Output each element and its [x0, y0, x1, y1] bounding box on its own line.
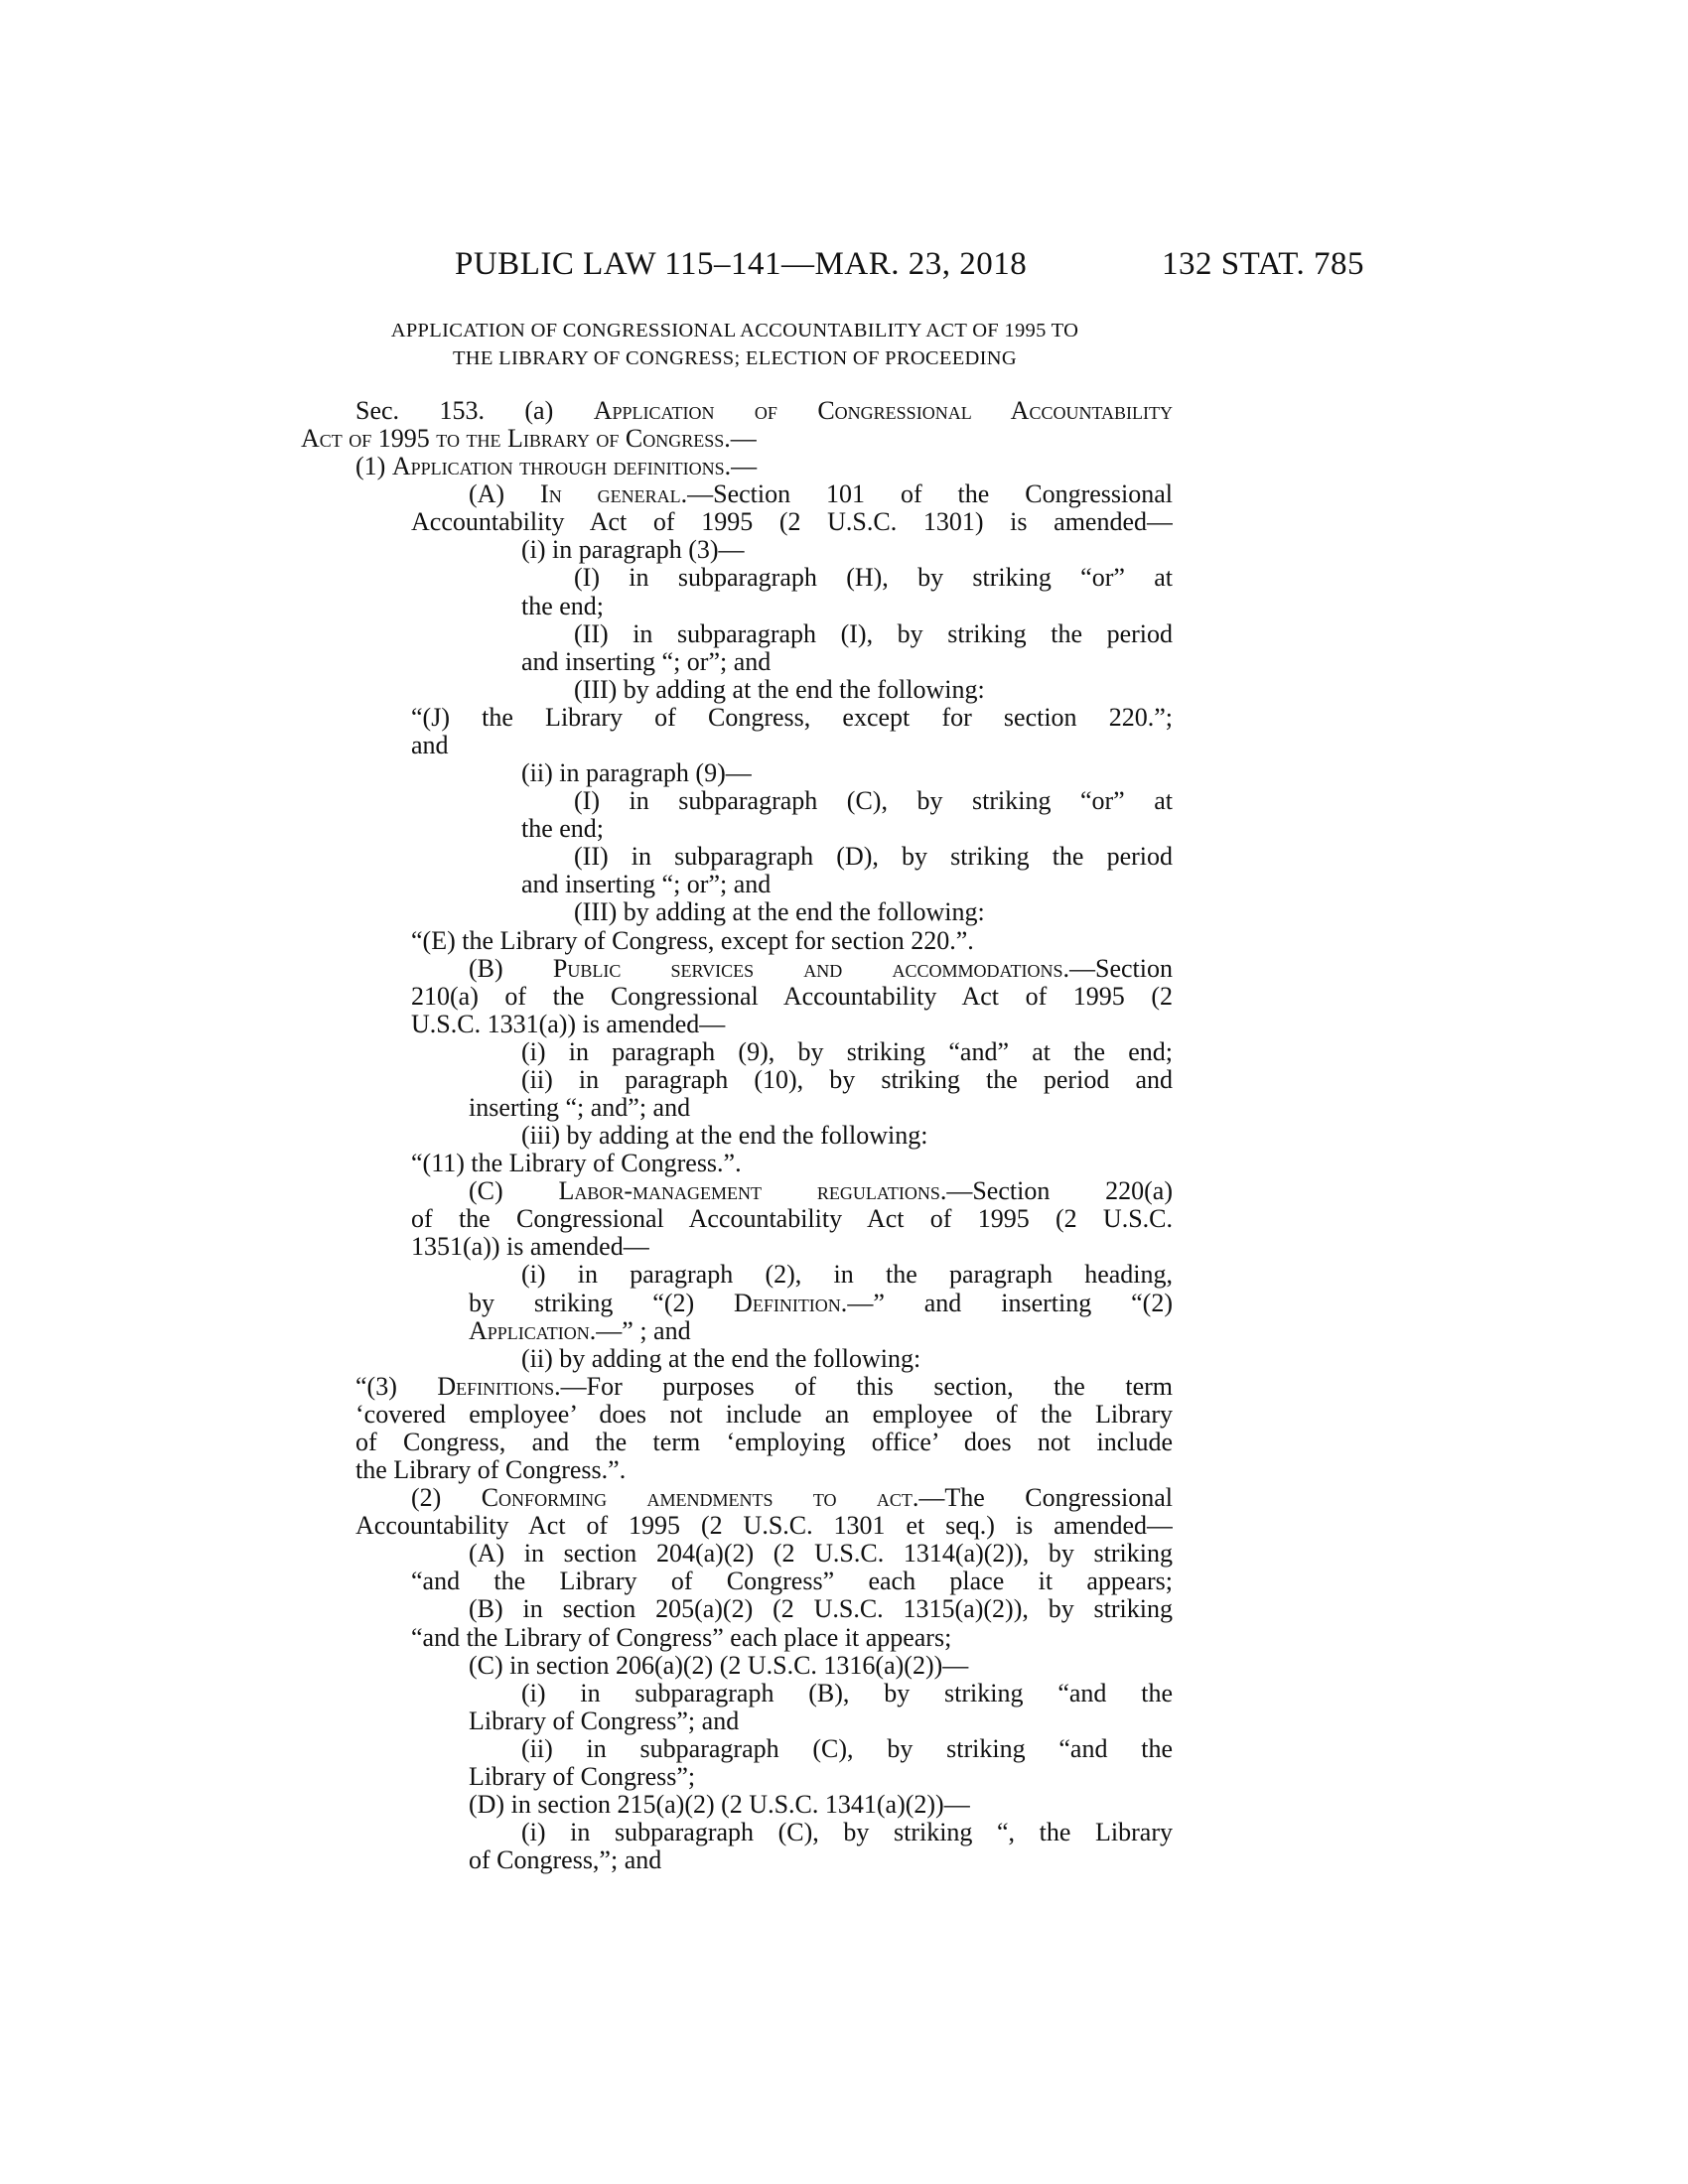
line-text: (II) in subparagraph (I), by striking the period	[574, 619, 1173, 648]
line-text: of the Congressional Accountability Act of 1995 (2 U.S.C.	[411, 1205, 1173, 1234]
small-caps-heading-text: Public services and accommodations.	[552, 954, 1069, 983]
statute-line	[469, 480, 1173, 508]
statute-line	[521, 536, 1173, 564]
statute-line	[411, 927, 1173, 955]
small-caps-heading-text: Application of Congressional Accountability	[593, 397, 1173, 425]
line-text: 1351(a)) is amended—	[411, 1232, 649, 1262]
line-text: (I) in subparagraph (C), by striking “or” at	[574, 787, 1173, 816]
small-caps-heading-text: In general.	[540, 480, 688, 509]
running-header-title: PUBLIC LAW 115–141—MAR. 23, 2018	[455, 246, 1028, 282]
line-text: (D) in section 215(a)(2) (2 U.S.C. 1341(a)(2))—	[469, 1790, 970, 1819]
line-text: (i) in paragraph (2), in the paragraph heading,	[521, 1261, 1173, 1290]
line-text: —Section	[1069, 954, 1173, 983]
statute-line	[355, 453, 1173, 480]
line-text: “(3)	[355, 1372, 438, 1401]
statute-line	[469, 1652, 1173, 1680]
statute-line	[521, 759, 1173, 787]
line-text: —Section 101 of the Congressional	[687, 480, 1173, 509]
statute-line	[521, 1038, 1173, 1066]
line-text: ‘covered employee’ does not include an employee of the Library	[355, 1400, 1173, 1429]
line-text: (1)	[355, 452, 392, 481]
statute-line	[574, 787, 1173, 815]
statute-line	[521, 1819, 1173, 1846]
statute-line	[411, 1233, 1173, 1261]
line-text: (II) in subparagraph (D), by striking the period	[574, 843, 1173, 872]
section-heading-line: APPLICATION OF CONGRESSIONAL ACCOUNTABILITY ACT OF 1995 TO	[390, 320, 1079, 341]
section-heading-line: THE LIBRARY OF CONGRESS; ELECTION OF PROCEEDING	[452, 347, 1017, 369]
small-caps-heading-text: Labor-management regulations.	[558, 1177, 947, 1206]
small-caps-heading-text: Act of 1995 to the Library of Congress.—	[301, 424, 757, 454]
statute-line	[411, 1205, 1173, 1233]
statute-line	[411, 704, 1173, 732]
statute-line	[521, 871, 1173, 898]
small-caps-heading-text: Definition.	[734, 1289, 848, 1317]
statute-line	[521, 648, 1173, 676]
statute-line	[411, 508, 1173, 536]
line-text: (B)	[469, 954, 553, 983]
small-caps-heading-text: Application through definitions.—	[391, 452, 758, 481]
statute-line	[521, 1066, 1173, 1094]
line-text: (ii) in paragraph (10), by striking the period and	[521, 1065, 1173, 1094]
line-text: (C) in section 206(a)(2) (2 U.S.C. 1316(a)(2))—	[469, 1650, 969, 1680]
statute-line	[355, 1401, 1173, 1429]
line-text: 210(a) of the Congressional Accountability Act of 1995 (2	[411, 982, 1173, 1011]
statute-line	[469, 1177, 1173, 1205]
line-text: by striking “(2)	[469, 1289, 735, 1317]
line-text: (III) by adding at the end the following:	[574, 674, 985, 704]
statute-line	[521, 1122, 1173, 1150]
statute-line	[521, 1680, 1173, 1707]
line-text: (ii) in subparagraph (C), by striking “and the	[521, 1734, 1173, 1763]
statute-line	[355, 397, 1173, 425]
statute-line	[469, 955, 1173, 983]
line-text: (i) in subparagraph (C), by striking “, the Library	[521, 1819, 1173, 1847]
line-text: —For purposes of this section, the term	[560, 1372, 1173, 1401]
statute-line	[469, 1763, 1173, 1791]
line-text: Library of Congress”; and	[469, 1706, 740, 1735]
line-text: (A) in section 204(a)(2) (2 U.S.C. 1314(a)(2)), by striking	[469, 1540, 1173, 1569]
statute-line	[574, 843, 1173, 871]
small-caps-heading-text: Conforming amendments to act.	[481, 1484, 919, 1513]
line-text: the end;	[521, 591, 605, 620]
statute-line	[469, 1846, 1173, 1874]
line-text: (2)	[411, 1484, 482, 1513]
statute-line	[411, 1484, 1173, 1512]
statute-line	[521, 1261, 1173, 1289]
statute-line	[301, 425, 1173, 453]
line-text: (III) by adding at the end the following:	[574, 897, 985, 927]
statute-line	[469, 1540, 1173, 1568]
line-text: “(J) the Library of Congress, except for section 220.”;	[411, 703, 1173, 732]
line-text: —” and inserting “(2)	[847, 1289, 1173, 1317]
line-text: (I) in subparagraph (H), by striking “or” at	[574, 564, 1173, 593]
statute-line	[521, 1345, 1173, 1373]
statute-line	[355, 1373, 1173, 1401]
statute-line	[469, 1290, 1173, 1317]
statute-line	[469, 1707, 1173, 1735]
statute-line	[355, 1456, 1173, 1484]
line-text: Accountability Act of 1995 (2 U.S.C. 1301 et seq.) is amended—	[355, 1512, 1173, 1541]
statute-line	[521, 1735, 1173, 1763]
line-text: “(E) the Library of Congress, except for section 220.”.	[411, 925, 974, 955]
statute-line	[355, 1429, 1173, 1456]
line-text: Accountability Act of 1995 (2 U.S.C. 1301) is amended—	[411, 508, 1173, 537]
line-text: “(11) the Library of Congress.”.	[411, 1149, 742, 1178]
line-text: (i) in paragraph (3)—	[521, 535, 745, 565]
line-text: (B) in section 205(a)(2) (2 U.S.C. 1315(a)(2)), by striking	[469, 1595, 1173, 1624]
statute-line	[469, 1317, 1173, 1345]
line-text: —Section 220(a)	[946, 1177, 1173, 1206]
small-caps-heading-text: Definitions.	[437, 1372, 561, 1401]
line-text: and inserting “; or”; and	[521, 646, 772, 676]
statute-line	[574, 564, 1173, 592]
statute-line	[574, 676, 1173, 704]
statute-line	[574, 898, 1173, 926]
line-text: Sec	[355, 397, 393, 425]
line-text: “and the Library of Congress” each place it appears;	[411, 1568, 1173, 1596]
statute-line	[469, 1595, 1173, 1623]
statute-line	[411, 1568, 1173, 1595]
statute-line	[411, 732, 1173, 759]
line-text: —The Congressional	[918, 1484, 1173, 1513]
line-text: of Congress, and the term ‘employing office’ does not include	[355, 1428, 1173, 1456]
line-text: U.S.C. 1331(a)) is amended—	[411, 1009, 726, 1038]
statute-line	[411, 1011, 1173, 1038]
line-text: (i) in paragraph (9), by striking “and” at the end;	[521, 1037, 1173, 1066]
line-text: (ii) in paragraph (9)—	[521, 758, 752, 788]
line-text: “and the Library of Congress” each place it appears;	[411, 1622, 952, 1652]
page-citation: 132 STAT. 785	[1162, 246, 1365, 282]
line-text: (ii) by adding at the end the following:	[521, 1343, 921, 1373]
line-text: Library of Congress”;	[469, 1761, 696, 1791]
line-text: (C)	[469, 1177, 559, 1206]
small-caps-heading-text: Application.	[469, 1315, 597, 1345]
statute-line	[469, 1094, 1173, 1122]
line-text: . 153. (a)	[392, 397, 594, 425]
line-text: and	[411, 730, 449, 759]
line-text: (iii) by adding at the end the following:	[521, 1121, 928, 1151]
line-text: inserting “; and”; and	[469, 1093, 691, 1122]
statute-line	[411, 1624, 1173, 1652]
statute-line	[574, 620, 1173, 648]
statute-line	[411, 1150, 1173, 1177]
line-text: and inserting “; or”; and	[521, 870, 772, 899]
statute-line	[355, 1512, 1173, 1540]
line-text: (A)	[469, 480, 541, 509]
statute-line	[411, 983, 1173, 1011]
line-text: of Congress,”; and	[469, 1845, 662, 1875]
line-text: the Library of Congress.”.	[355, 1455, 627, 1485]
line-text: (i) in subparagraph (B), by striking “and the	[521, 1679, 1173, 1707]
statute-line	[521, 815, 1173, 843]
statute-line	[469, 1791, 1173, 1819]
line-text: the end;	[521, 814, 605, 844]
line-text: —” ; and	[596, 1315, 691, 1345]
statute-line	[521, 593, 1173, 620]
